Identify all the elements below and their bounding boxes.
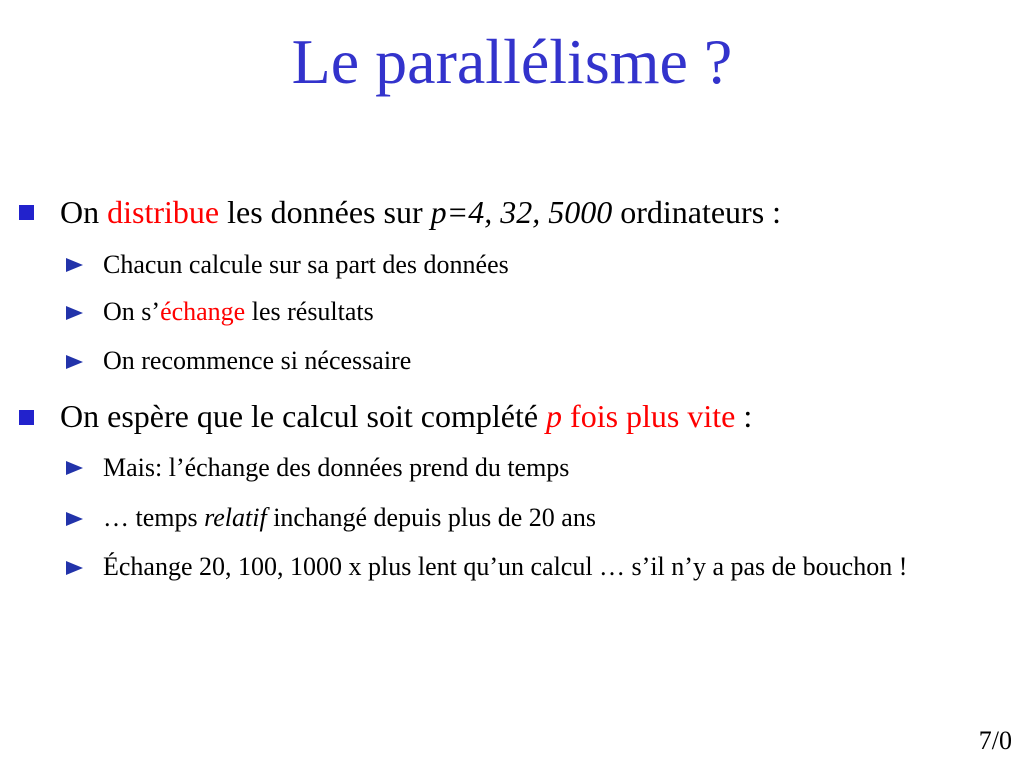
bullet-speedup (60, 396, 752, 436)
slide-title: Le parallélisme ? (291, 26, 733, 97)
bullet-text: les données sur (219, 194, 431, 230)
emphasis-distribue: distribue (107, 194, 220, 230)
triangle-bullet-icon (66, 355, 83, 369)
square-bullet-icon (19, 410, 34, 425)
emphasis-echange: échange (160, 297, 246, 326)
subbullet-text: Échange 20, 100, 1000 x plus lent qu’un calcul … s’il n’y a pas de bouchon ! (103, 552, 908, 581)
triangle-bullet-icon (66, 461, 83, 475)
subbullet-exchange (103, 295, 374, 329)
subbullet-text: … temps (103, 503, 205, 532)
bullet-text: On (60, 194, 108, 230)
emphasis-fois-plus-vite: fois plus vite (562, 398, 736, 434)
bullet-distribute (60, 192, 781, 232)
bullet-text: : (735, 398, 753, 434)
triangle-bullet-icon (66, 561, 83, 575)
bullet-text: On espère que le calcul soit complété (60, 398, 547, 434)
emphasis-relatif: relatif (204, 503, 267, 532)
subbullet-text: les résultats (245, 297, 374, 326)
square-bullet-icon (19, 205, 34, 220)
subbullet-text: On s’ (103, 297, 161, 326)
subbullet-relative-time (103, 501, 596, 535)
subbullet-exchange-time (103, 451, 569, 485)
subbullet-text: Chacun calcule sur sa part des données (103, 250, 509, 279)
subbullet-text: Mais: l’échange des données prend du temps (103, 453, 570, 482)
bullet-text: ordinateurs : (612, 194, 782, 230)
subbullet-repeat (103, 344, 411, 378)
triangle-bullet-icon (66, 306, 83, 320)
triangle-bullet-icon (66, 258, 83, 272)
subbullet-text: On recommence si nécessaire (103, 346, 412, 375)
subbullet-text: inchangé depuis plus de 20 ans (266, 503, 596, 532)
emphasis-p: p (546, 398, 563, 434)
page-number: 7/0 (978, 726, 1012, 755)
subbullet-compute (103, 248, 509, 282)
triangle-bullet-icon (66, 512, 83, 526)
subbullet-exchange-slower (94, 550, 1014, 584)
processor-counts: p=4, 32, 5000 (430, 194, 613, 230)
